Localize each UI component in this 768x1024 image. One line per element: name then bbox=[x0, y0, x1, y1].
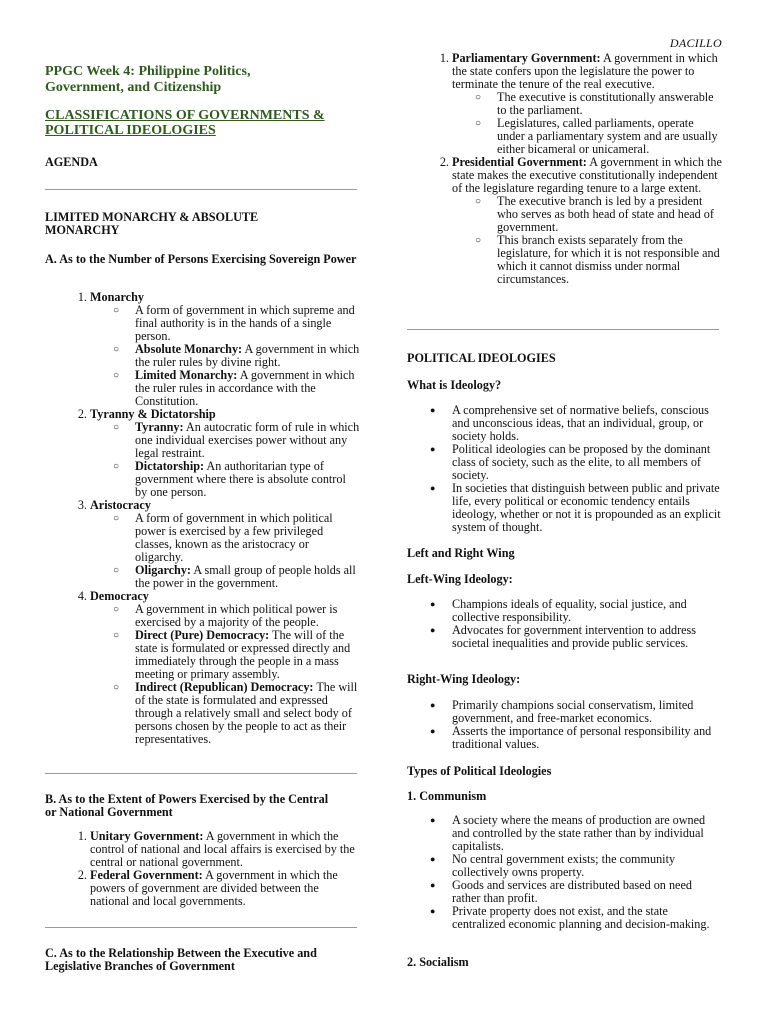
communism-heading: 1. Communism bbox=[407, 789, 487, 803]
communism-list bbox=[407, 814, 722, 931]
list-item: ● Advocates for government intervention to address societal inequalities and provide public services. bbox=[452, 624, 722, 650]
divider bbox=[45, 189, 357, 190]
list-item: ● In societies that distinguish between public and private life, every political or economic tendency entails ideology, whether or not it is propounded as an explicit system of thought. bbox=[452, 482, 722, 534]
what-is-heading: What is Ideology? bbox=[407, 378, 502, 392]
agenda-heading: AGENDA bbox=[45, 155, 98, 169]
list-item: ● Goods and services are distributed based on need rather than profit. bbox=[452, 879, 722, 905]
list-item: ● Political ideologies can be proposed by the dominant class of society, such as the elite, to all members of society. bbox=[452, 443, 722, 482]
right-wing-heading: Right-Wing Ideology: bbox=[407, 672, 521, 686]
list-item: ● Primarily champions social conservatism, limited government, and free-market economics. bbox=[452, 699, 722, 725]
section-title[interactable]: CLASSIFICATIONS OF GOVERNMENTS & POLITICAL IDEOLOGIES bbox=[45, 108, 325, 138]
list-item: 2. Presidential Government: A government in which the state makes the executive constitutionally independent of the legislature regarding tenure to a large extent. ○ The executive branch is led by a president who serves as both head of state and head of government. ○ This branch exists separately from the legislature, for which it is not responsible and which it cannot dismiss under normal circumstances. bbox=[452, 156, 722, 286]
sub-item: ○ Indirect (Republican) Democracy: The will of the state is formulated and expressed through a relatively small and select body of persons chosen by the people to act as their representatives. bbox=[135, 681, 360, 746]
list-item: ● Private property does not exist, and the state centralized economic planning and decision-making. bbox=[452, 905, 722, 931]
section-c-list bbox=[407, 52, 722, 286]
course-title: PPGC Week 4: Philippine Politics, Government, and Citizenship bbox=[45, 64, 251, 95]
sub-item: ○ Absolute Monarchy: A government in which the ruler rules by divine right. bbox=[135, 343, 360, 369]
sub-item: ○ A form of government in which supreme and final authority is in the hands of a single person. bbox=[135, 304, 360, 343]
author-name: DACILLO bbox=[669, 36, 722, 50]
sub-item: ○ The executive branch is led by a president who serves as both head of state and head of government. bbox=[497, 195, 722, 234]
left-wing-list bbox=[407, 598, 722, 650]
section-a-heading: A. As to the Number of Persons Exercising Sovereign Power bbox=[45, 252, 357, 266]
sub-item: ○ Dictatorship: An authoritarian type of government where there is absolute control by one person. bbox=[135, 460, 360, 499]
item-title: Tyranny & Dictatorship bbox=[90, 407, 216, 421]
list-item: ● Champions ideals of equality, social justice, and collective responsibility. bbox=[452, 598, 722, 624]
list-item: ● No central government exists; the community collectively owns property. bbox=[452, 853, 722, 879]
sub-item: ○ Legislatures, called parliaments, operate under a parliamentary system and are usually either bicameral or unicameral. bbox=[497, 117, 722, 156]
left-right-heading: Left and Right Wing bbox=[407, 546, 515, 560]
item-title: Aristocracy bbox=[90, 498, 151, 512]
socialism-heading: 2. Socialism bbox=[407, 955, 469, 969]
section-b-heading: B. As to the Extent of Powers Exercised by the Central or National Government bbox=[45, 792, 329, 819]
list-item: ● Asserts the importance of personal responsibility and traditional values. bbox=[452, 725, 722, 751]
divider bbox=[45, 773, 357, 774]
sub-item: ○ A government in which political power is exercised by a majority of the people. bbox=[135, 603, 360, 629]
types-heading: Types of Political Ideologies bbox=[407, 764, 552, 778]
sub-item: ○ Oligarchy: A small group of people holds all the power in the government. bbox=[135, 564, 360, 590]
section-b-list bbox=[45, 830, 360, 908]
sub-item: ○ The executive is constitutionally answerable to the parliament. bbox=[497, 91, 722, 117]
sub-item: ○ This branch exists separately from the legislature, for which it is not responsible and which it cannot dismiss under normal circumstances. bbox=[497, 234, 722, 286]
sub-item: ○ Limited Monarchy: A government in which the ruler rules in accordance with the Constitution. bbox=[135, 369, 360, 408]
section-a-list bbox=[45, 291, 360, 746]
sub-item: ○ Tyranny: An autocratic form of rule in which one individual exercises power without any legal restraint. bbox=[135, 421, 360, 460]
section-c-heading: C. As to the Relationship Between the Executive and Legislative Branches of Government bbox=[45, 946, 317, 973]
ideologies-heading: POLITICAL IDEOLOGIES bbox=[407, 351, 556, 365]
list-item: 1. Parliamentary Government: A government in which the state confers upon the legislature the power to terminate the tenure of the real executive. ○ The executive is constitutionally answerable to the parliament. ○ Legislatures, called parliaments, operate under a parliamentary system and are usually either bicameral or unicameral. bbox=[452, 52, 722, 156]
right-wing-list bbox=[407, 699, 722, 751]
monarchy-heading: LIMITED MONARCHY & ABSOLUTE MONARCHY bbox=[45, 210, 259, 237]
sub-item: ○ A form of government in which political power is exercised by a few privileged classes, known as the aristocracy or oligarchy. bbox=[135, 512, 360, 564]
item-title: Monarchy bbox=[90, 290, 144, 304]
left-wing-heading: Left-Wing Ideology: bbox=[407, 572, 513, 586]
list-item: 1. Unitary Government: A government in which the control of national and local affairs is exercised by the central or national government. bbox=[90, 830, 360, 869]
list-item: ● A comprehensive set of normative beliefs, conscious and unconscious ideas, that an individual, group, or society holds. bbox=[452, 404, 722, 443]
list-item bbox=[90, 590, 360, 746]
divider bbox=[45, 927, 357, 928]
list-item: 2. Federal Government: A government in which the powers of government are divided between the national and local governments. bbox=[90, 869, 360, 908]
list-item bbox=[90, 499, 360, 590]
what-is-list bbox=[407, 404, 722, 534]
item-title: Democracy bbox=[90, 589, 149, 603]
divider bbox=[407, 329, 719, 330]
list-item bbox=[90, 408, 360, 499]
sub-item: ○ Direct (Pure) Democracy: The will of the state is formulated or expressed directly and immediately through the people in a mass meeting or primary assembly. bbox=[135, 629, 360, 681]
list-item: ● A society where the means of production are owned and controlled by the state rather than by individual capitalists. bbox=[452, 814, 722, 853]
list-item bbox=[90, 291, 360, 408]
